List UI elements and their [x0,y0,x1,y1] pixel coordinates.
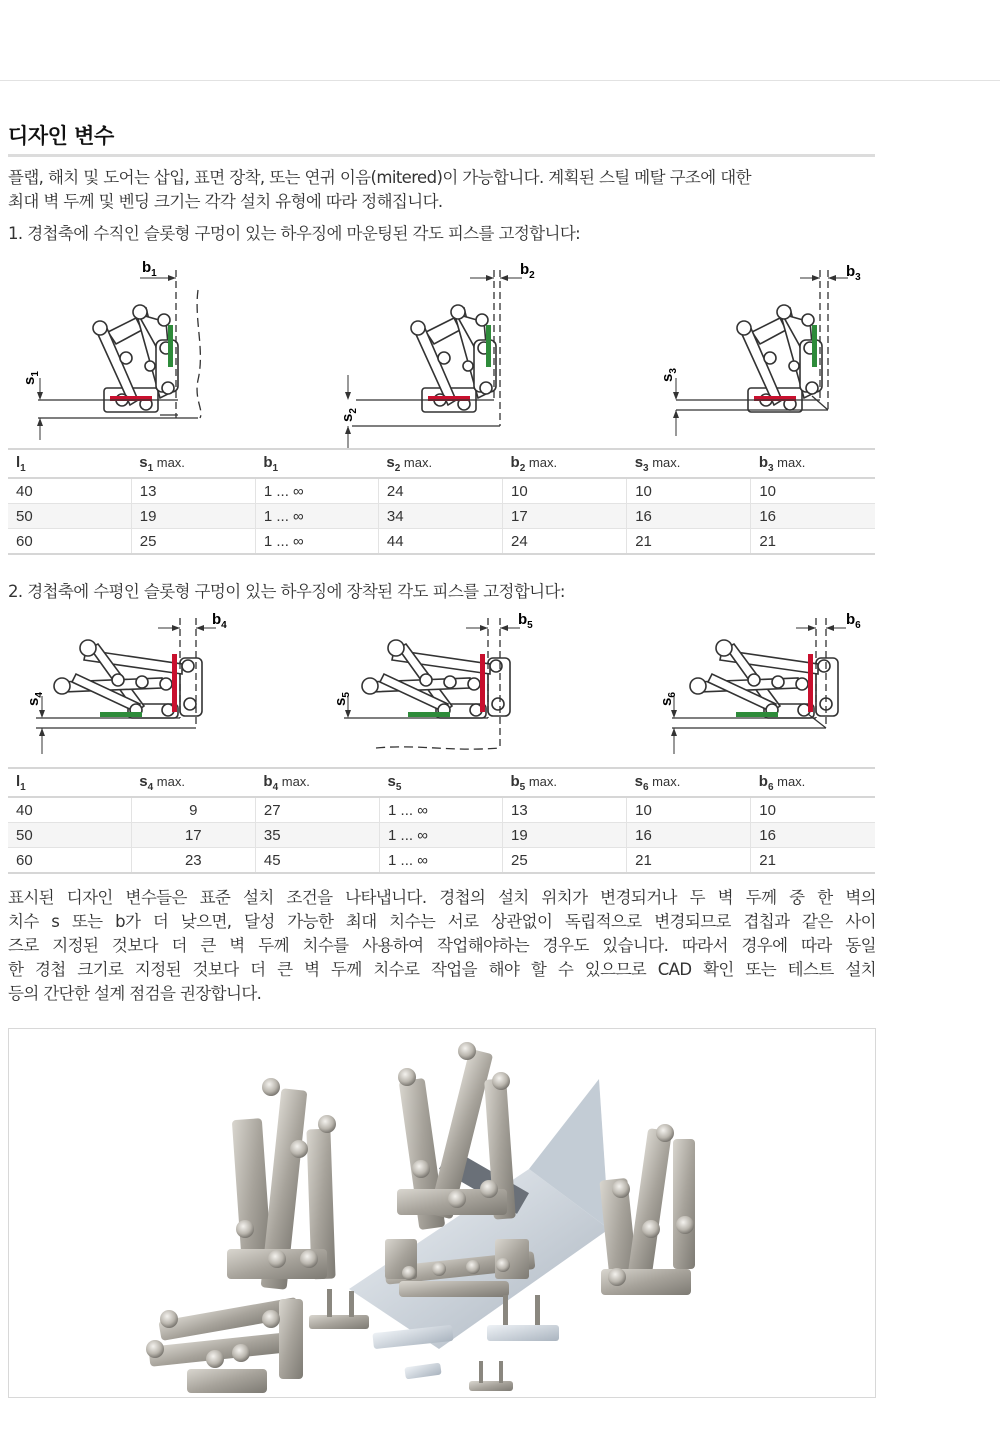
table-cell: 13 [503,797,627,823]
spec-table-vertical [8,448,875,555]
diagram-3 [659,263,861,436]
hinge-products-illustration [9,1029,875,1397]
svg-text:s5 [332,692,352,706]
table-cell: 10 [751,478,875,504]
green-strip [486,325,491,367]
title-underline [8,154,875,157]
table-header: $l_1$ [8,449,131,478]
label-s4-sub: 4 [34,692,45,698]
label-b6: b [846,611,856,628]
table-cell: 17 [131,823,255,848]
top-divider [0,80,1000,81]
table-cell: 21 [627,848,751,874]
intro-paragraph [8,166,876,214]
table-header: $s_3$ max. [627,449,751,478]
note-line: 즈로 지정된 것보다 더 큰 벽 두께 치수를 사용하여 작업해야하는 경우도 있습니다. 따라서 경우에 따라 동일 [8,936,876,955]
diagram-vertical-slot [0,250,1000,450]
table-header: $b_4$ max. [255,768,379,797]
table-cell: 10 [627,797,751,823]
table-cell: 21 [751,529,875,555]
table-cell: 1 ... ∞ [380,848,503,874]
table-row [8,823,875,848]
table-cell: 24 [378,478,502,504]
label-s2: s [339,413,356,422]
green-strip [736,712,778,717]
table-cell: 13 [131,478,255,504]
table-cell: 10 [503,478,627,504]
label-s6-sub: 6 [667,692,678,698]
diagram-4 [25,611,227,754]
svg-text:s1 [21,371,41,385]
note-line: 등의 간단한 설계 점검을 권장합니다. [8,984,262,1003]
table-cell: 17 [503,504,627,529]
label-b3-sub: 3 [855,272,861,283]
label-s2-sub: 2 [348,408,359,414]
label-b5-sub: 5 [527,620,533,631]
green-strip [812,325,817,367]
table-row [8,797,875,823]
table-header: $l_1$ [8,768,131,797]
table-row [8,504,875,529]
page-title: 디자인 변수 [8,124,114,148]
table-cell: 25 [131,529,255,555]
label-b3: b [846,263,856,280]
table-cell: 16 [751,823,875,848]
table-cell: 1 ... ∞ [380,823,503,848]
label-b1: b [142,259,152,276]
svg-text:s2 [339,408,359,422]
label-b4: b [212,611,222,628]
table-row [8,529,875,555]
diagram-6 [658,611,861,754]
table-cell: 24 [503,529,627,555]
table-cell: 16 [627,823,751,848]
label-s3-sub: 3 [668,368,679,374]
table-cell: 16 [751,504,875,529]
svg-text:s6 [658,692,678,706]
note-line: 표시된 디자인 변수들은 표준 설치 조건을 나타냅니다. 경첩의 설치 위치가 변경되거나 두 벽 두께 중 한 벽의 [8,888,876,907]
red-strip [808,654,813,712]
table-cell: 16 [627,504,751,529]
table-cell: 34 [378,504,502,529]
label-s5-sub: 5 [341,692,352,698]
table-cell: 40 [8,478,131,504]
svg-text:b2 [520,261,535,281]
table-cell: 21 [751,848,875,874]
table-cell: 45 [255,848,379,874]
label-b4-sub: 4 [221,620,227,631]
table-cell: 40 [8,797,131,823]
table-cell: 27 [255,797,379,823]
diagram-1 [21,259,201,440]
table-cell: 1 ... ∞ [255,478,378,504]
diagram-5 [332,611,533,749]
table-header: $b_2$ max. [503,449,627,478]
table-header: $s_4$ max. [131,768,255,797]
label-s1: s [21,376,38,385]
label-s4: s [25,697,42,706]
svg-text:b5 [518,611,533,631]
table-header: $s_6$ max. [627,768,751,797]
hinge-center-with-plate [349,1042,609,1349]
label-b6-sub: 6 [855,620,861,631]
green-strip [100,712,142,717]
table-header: $s_5$ [380,768,503,797]
label-s3: s [659,373,676,382]
label-s5: s [332,697,349,706]
note-line: 한 경첩 크기로 지정된 것보다 더 큰 벽 두께 치수로 작업을 해야 할 수 있으므로 CAD 확인 또는 테스트 설치 [8,960,876,979]
table-header: $b_1$ [255,449,378,478]
table-header-row [8,768,875,797]
label-b2-sub: 2 [529,270,535,281]
table-cell: 1 ... ∞ [255,504,378,529]
intro-line: 최대 벽 두께 및 벤딩 크기는 각각 설치 유형에 따라 정해집니다. [8,192,443,211]
diagram-horizontal-slot [0,608,1000,758]
table-cell: 19 [503,823,627,848]
green-strip [408,712,450,717]
svg-text:b1 [142,259,157,279]
table-header-row [8,449,875,478]
spec-table-horizontal [8,767,875,874]
table-cell: 35 [255,823,379,848]
table-cell: 50 [8,823,131,848]
table-cell: 9 [131,797,255,823]
step-2-text: 2. 경첩축에 수평인 슬롯형 구멍이 있는 하우징에 장착된 각도 피스를 고정합니다: [8,582,565,601]
table-cell: 44 [378,529,502,555]
table-header: $s_1$ max. [131,449,255,478]
hinge-right [599,1124,695,1295]
table-header: $b_5$ max. [503,768,627,797]
hinge-left [227,1078,336,1290]
svg-text:b3 [846,263,861,283]
label-b2: b [520,261,530,278]
table-cell: 60 [8,848,131,874]
green-strip [168,325,173,367]
table-header: $b_3$ max. [751,449,875,478]
product-photo [8,1028,876,1398]
table-header: $b_6$ max. [751,768,875,797]
table-cell: 25 [503,848,627,874]
note-line: 치수 s 또는 b가 더 낮으면, 달성 가능한 최대 치수는 서로 상관없이 독립적으로 변경되므로 겹칩과 같은 사이 [8,912,876,931]
diagram-2 [339,261,535,448]
note-paragraph [8,886,876,1006]
table-cell: 19 [131,504,255,529]
table-cell: 21 [627,529,751,555]
label-s6: s [658,697,675,706]
table-cell: 60 [8,529,131,555]
step-1-text: 1. 경첩축에 수직인 슬롯형 구멍이 있는 하우징에 마운팅된 각도 피스를 고정합니다: [8,224,581,243]
table-cell: 10 [751,797,875,823]
label-s1-sub: 1 [30,371,41,377]
table-cell: 10 [627,478,751,504]
table-cell: 1 ... ∞ [380,797,503,823]
hinge-bottom-left [146,1297,303,1393]
label-b1-sub: 1 [151,268,157,279]
svg-text:b6 [846,611,861,631]
table-row [8,478,875,504]
red-strip [172,654,177,712]
label-b5: b [518,611,528,628]
table-row [8,848,875,874]
table-cell: 23 [131,848,255,874]
red-strip [480,654,485,712]
intro-line: 플랩, 해치 및 도어는 삽입, 표면 장착, 또는 연귀 이음(mitered)이 가능합니다. 계획된 스틸 메탈 구조에 대한 [8,168,751,187]
table-header: $s_2$ max. [378,449,502,478]
table-cell: 1 ... ∞ [255,529,378,555]
table-cell: 50 [8,504,131,529]
